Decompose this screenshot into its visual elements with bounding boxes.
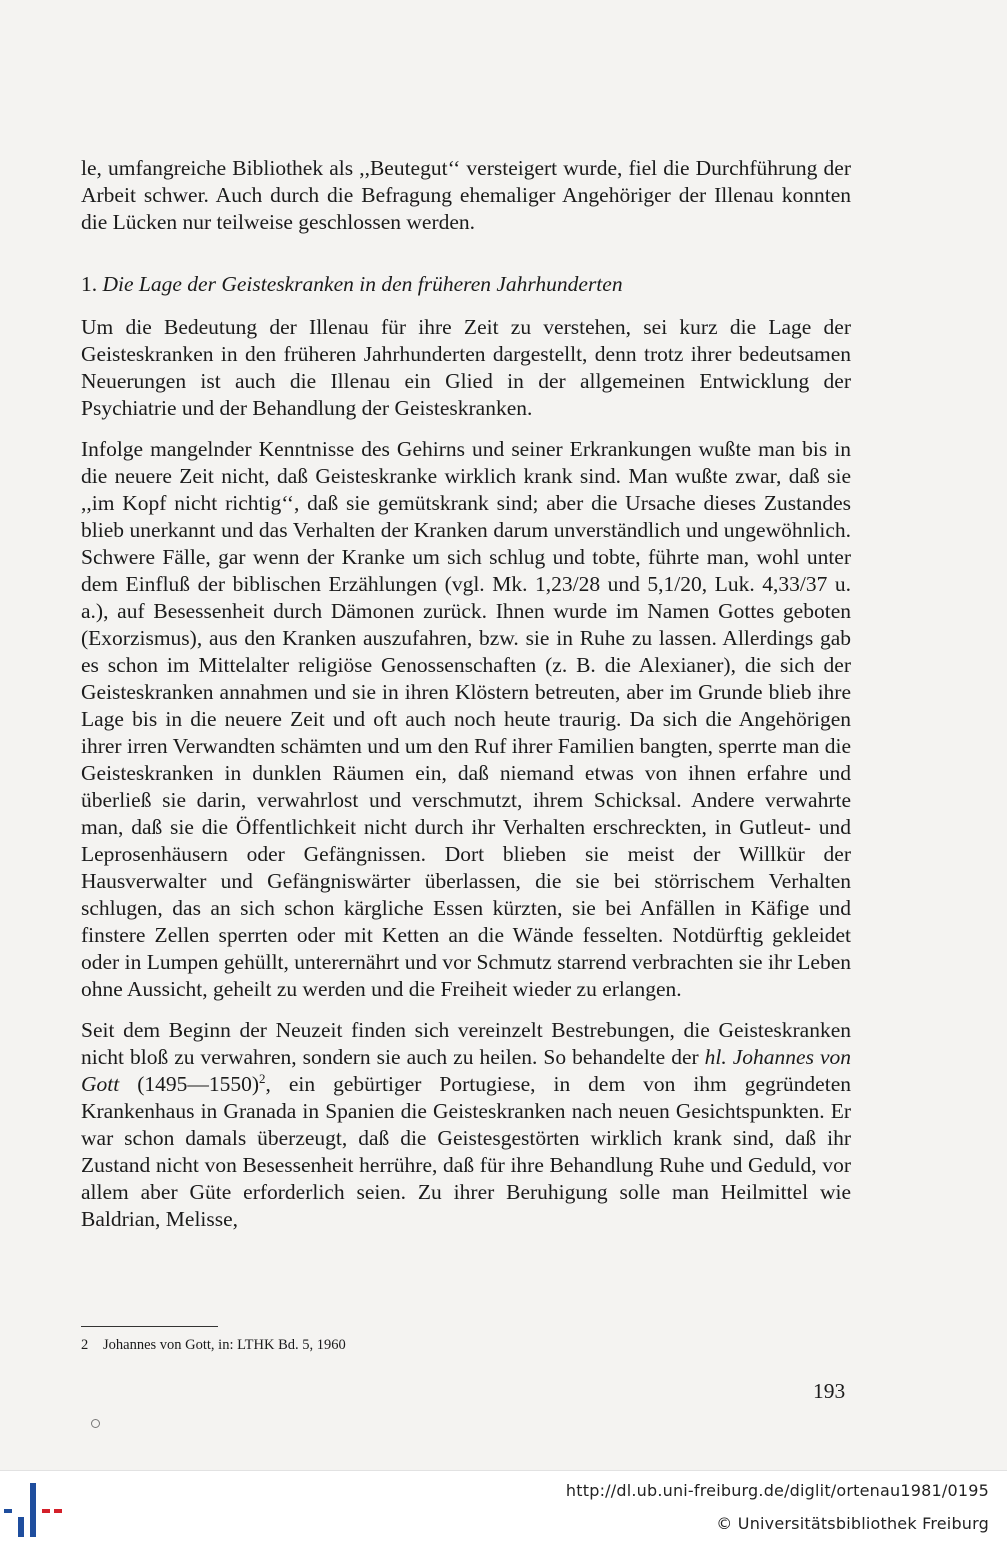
library-logo-icon — [0, 1479, 70, 1539]
source-url-link[interactable]: http://dl.ub.uni-freiburg.de/diglit/ortenau1981/0195 — [565, 1481, 989, 1500]
person-name: hl. Johannes von Gott — [81, 1045, 852, 1096]
intro-paragraph — [81, 155, 851, 250]
life-dates: (1495—1550) — [119, 1072, 260, 1096]
body-text — [81, 314, 851, 1247]
paragraph: le, umfangreiche Bibliothek als ,,Beutegut‘‘ versteigert wurde, fiel die Durchführung der Arbeit schwer. Auch durch die Befragung ehemaliger Angehöriger der Illenau konnten die Lücken nur teilweise geschlossen werden. — [81, 156, 851, 234]
paragraph: Um die Bedeutung der Illenau für ihre Zeit zu verstehen, sei kurz die Lage der Geisteskranken in den früheren Jahrhunderten dargestellt, denn trotz ihrer bedeutsamen Neuerungen ist auch die Illenau ein Glied in der allgemeinen Entwicklung der Psychiatrie und der Behandlung der Geisteskranken. — [81, 315, 851, 420]
paragraph-text: , ein gebürtiger Portugiese, in dem von ihm gegründeten Krankenhaus in Granada in Spanien die Geisteskranken nach neuen Gesichtspunkten. Er war schon damals überzeugt, daß die Geistesgestörten wirklich krank sind, daß ihr Zustand nicht von Besessenheit herrühre, daß für ihre Behandlung Ruhe und Geduld, vor allem aber Güte erforderlich seien. Zu ihrer Beruhigung solle man Heilmittel wie Baldrian, Melisse, — [81, 1072, 851, 1231]
scan-speck — [91, 1419, 100, 1428]
footer-bar — [0, 1470, 1007, 1544]
footnote-text: Johannes von Gott, in: LTHK Bd. 5, 1960 — [103, 1337, 346, 1353]
copyright-notice: © Universitätsbibliothek Freiburg — [716, 1514, 989, 1533]
footnote-divider — [81, 1326, 218, 1327]
section-title: Die Lage der Geisteskranken in den früheren Jahrhunderten — [102, 272, 623, 296]
section-heading — [81, 271, 851, 298]
paragraph-text: Seit dem Beginn der Neuzeit finden sich vereinzelt Bestrebungen, die Geisteskranken nicht bloß zu verwahren, sondern sie auch zu heilen. So behandelte der — [81, 1018, 851, 1069]
footnote-number: 2 — [81, 1337, 89, 1353]
paragraph — [81, 1017, 851, 1233]
paragraph: Infolge mangelnder Kenntnisse des Gehirns und seiner Erkrankungen wußte man bis in die neuere Zeit nicht, daß Geisteskranke wirklich krank sind. Man wußte zwar, daß sie ,,im Kopf nicht richtig‘‘, daß sie gemütskrank sind; aber die Ursache dieses Zustandes blieb unerkannt und das Verhalten der Kranken darum unverständlich und ungewöhnlich. Schwere Fälle, gar wenn der Kranke um sich schlug und tobte, führte man, wohl unter dem Einfluß der biblischen Erzählungen (vgl. Mk. 1,23/28 und 5,1/20, Luk. 4,33/37 u. a.), auf Besessenheit durch Dämonen zurück. Ihnen wurde im Namen Gottes geboten (Exorzismus), aus den Kranken auszufahren, bzw. sie in Ruhe zu lassen. Allerdings gab es schon im Mittelalter religiöse Genossenschaften (z. B. die Alexianer), die sich der Geisteskranken annahmen und sie in ihren Klöstern betreuten, aber im Grunde blieb ihre Lage bis in die neuere Zeit und oft auch noch heute traurig. Da sich die Angehörigen ihrer irren Verwandten schämten und um den Ruf ihrer Familien bangten, sperrte man die Geisteskranken in dunklen Räumen ein, daß niemand etwas von ihnen erfahre und überließ sie darin, verwahrlost und verschmutzt, ihrem Schicksal. Andere verwahrte man, daß sie die Öffentlichkeit nicht durch ihr Verhalten erschreckten, in Gutleut- und Leprosenhäusern oder Gefängnissen. Dort blieben sie meist der Willkür der Hausverwalter und Gefängniswärter überlassen, die sie bei störrischem Verhalten schlugen, das an sich schon kärgliche Essen kürzten, sie bei Anfällen in Käfige und finstere Zellen sperrten oder mit Ketten an die Wände fesselten. Notdürftig gekleidet oder in Lumpen gehüllt, unterernährt und vor Schmutz starrend verbrachten sie ihr Leben ohne Aussicht, geheilt zu werden und die Freiheit wieder zu erlangen. — [81, 437, 851, 1001]
footnote — [81, 1335, 346, 1355]
section-number: 1. — [81, 272, 98, 296]
footnote-reference[interactable]: 2 — [259, 1071, 266, 1086]
page-number: 193 — [813, 1379, 846, 1403]
